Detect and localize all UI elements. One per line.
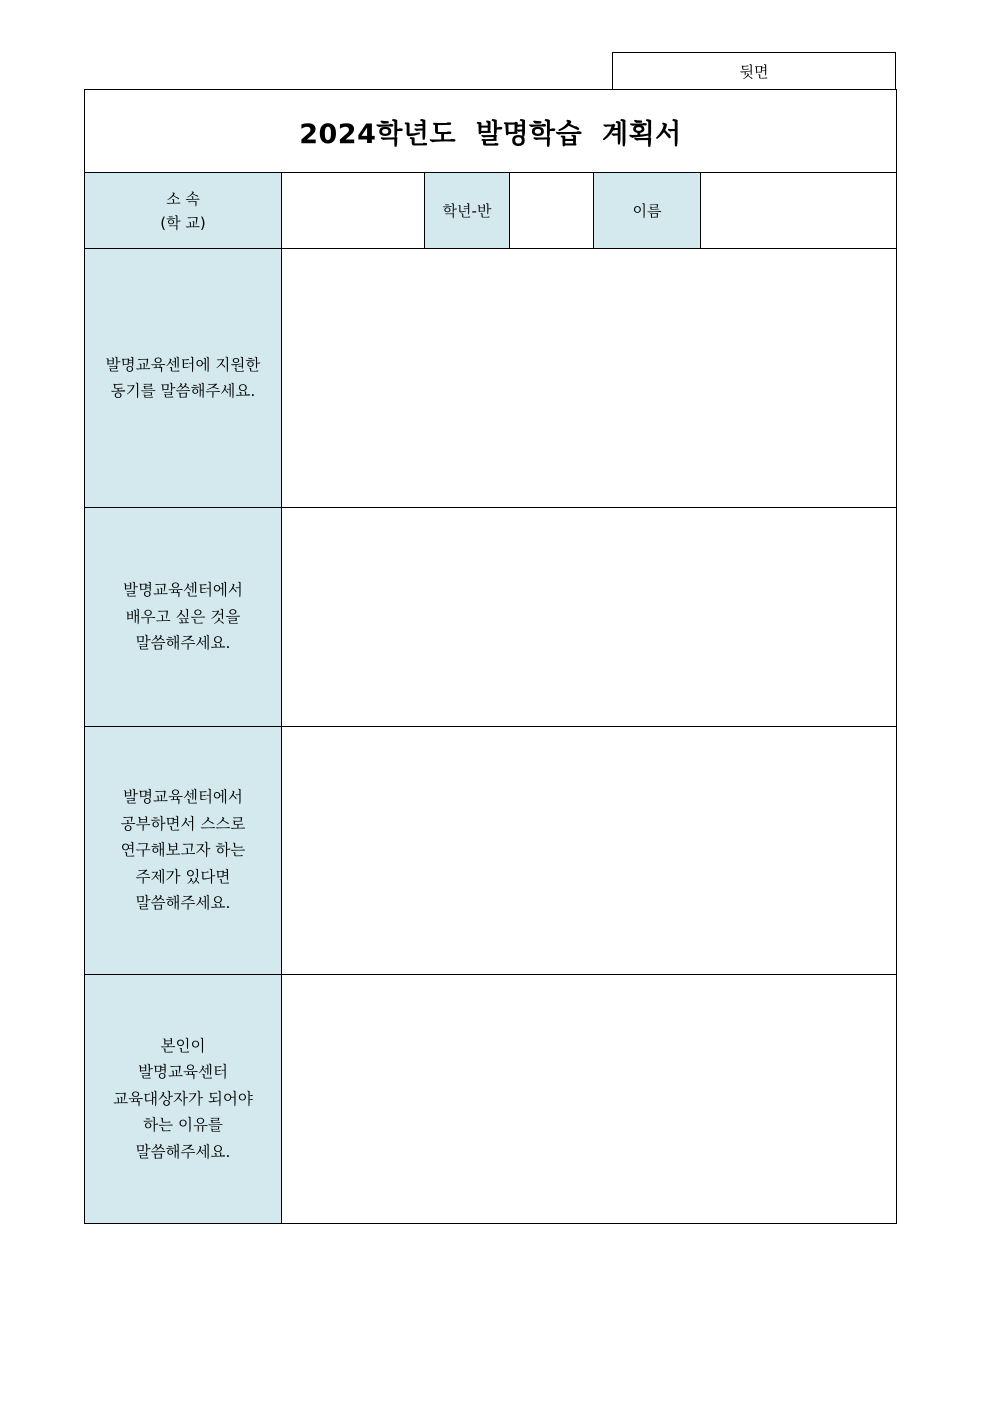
- question-row-motivation: [85, 249, 896, 508]
- affiliation-label: 소 속 (학 교): [85, 173, 282, 248]
- name-label: 이름: [594, 173, 701, 248]
- grade-class-field[interactable]: [510, 173, 594, 248]
- student-info-row: [85, 173, 896, 249]
- affiliation-field[interactable]: [282, 173, 425, 248]
- question-row-eligibility-reason: [85, 975, 896, 1223]
- plan-form: [84, 89, 897, 1224]
- question-label-research-topic: 발명교육센터에서 공부하면서 스스로 연구해보고자 하는 주제가 있다면 말씀해주세요.: [85, 727, 282, 974]
- answer-field-learning-goals[interactable]: [282, 508, 896, 726]
- page-side-tag: 뒷면: [612, 52, 896, 89]
- name-field[interactable]: [701, 173, 896, 248]
- question-label-learning-goals: 발명교육센터에서 배우고 싶은 것을 말씀해주세요.: [85, 508, 282, 726]
- answer-field-motivation[interactable]: [282, 249, 896, 507]
- question-label-eligibility-reason: 본인이 발명교육센터 교육대상자가 되어야 하는 이유를 말씀해주세요.: [85, 975, 282, 1223]
- form-title: 2024학년도 발명학습 계획서: [85, 90, 896, 173]
- grade-class-label: 학년-반: [425, 173, 510, 248]
- question-row-learning-goals: [85, 508, 896, 727]
- answer-field-eligibility-reason[interactable]: [282, 975, 896, 1223]
- question-row-research-topic: [85, 727, 896, 975]
- answer-field-research-topic[interactable]: [282, 727, 896, 974]
- question-label-motivation: 발명교육센터에 지원한 동기를 말씀해주세요.: [85, 249, 282, 507]
